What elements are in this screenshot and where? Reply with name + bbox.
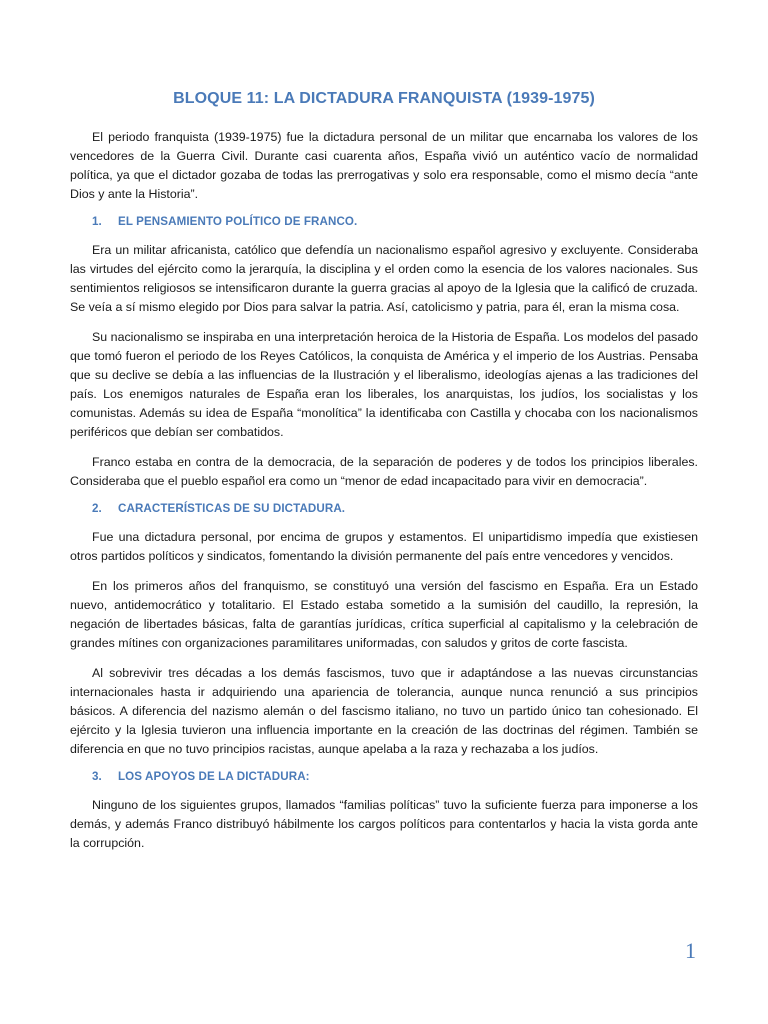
section-heading-1 xyxy=(70,215,698,228)
section-title: EL PENSAMIENTO POLÍTICO DE FRANCO. xyxy=(118,215,358,228)
document-page xyxy=(70,90,698,864)
section-title: CARACTERÍSTICAS DE SU DICTADURA. xyxy=(118,502,346,515)
paragraph: Era un militar africanista, católico que defendía un nacionalismo español agresivo y excluyente. Consideraba las virtudes del ejército como la jerarquía, la disciplina y el orden como la esencia de los valores nacionales. Sus sentimientos religiosos se intensificaron durante la guerra gracias al apoyo de la Iglesia que la calificó de cruzada. Se veía a sí mismo elegido por Dios para salvar la patria. Así, catolicismo y patria, para él, eran la misma cosa. xyxy=(70,243,698,314)
section-number: 1. xyxy=(92,215,102,228)
paragraph: Al sobrevivir tres décadas a los demás fascismos, tuvo que ir adaptándose a las nuevas circunstancias internacionales hasta ir adquiriendo una apariencia de tolerancia, aunque nunca renunció a sus principios básicos. A diferencia del nazismo alemán o del fascismo italiano, no tuvo un partido único tan cohesionado. El ejército y la Iglesia tuvieron una influencia importante en la creación de las doctrinas del régimen. También se diferencia en que no tuvo principios racistas, aunque apelaba a la raza y rechazaba a los judíos. xyxy=(70,666,698,756)
section-number: 2. xyxy=(92,502,102,515)
section-title: LOS APOYOS DE LA DICTADURA: xyxy=(118,770,310,783)
paragraph: Su nacionalismo se inspiraba en una interpretación heroica de la Historia de España. Los modelos del pasado que tomó fueron el periodo de los Reyes Católicos, la conquista de América y el imperio de los Austrias. Pensaba que su declive se debía a las influencias de la Ilustración y el liberalismo, ideologías ajenas a las tradiciones del país. Los enemigos naturales de España eran los liberales, los anarquistas, los judíos, los socialistas y los comunistas. Además su idea de España “monolítica” la identificaba con Castilla y chocaba con los nacionalismos periféricos que debían ser combatidos. xyxy=(70,330,698,439)
page-number: 1 xyxy=(685,938,696,963)
paragraph: Franco estaba en contra de la democracia, de la separación de poderes y de todos los principios liberales. Consideraba que el pueblo español era como un “menor de edad incapacitado para vivir en democracia”. xyxy=(70,455,698,488)
section-heading-2 xyxy=(70,502,698,515)
section-heading-3 xyxy=(70,770,698,783)
paragraph: Fue una dictadura personal, por encima de grupos y estamentos. El unipartidismo impedía que existiesen otros partidos políticos y sindicatos, fomentando la división permanente del país entre vencedores y vencidos. xyxy=(70,530,698,563)
document-title: BLOQUE 11: LA DICTADURA FRANQUISTA (1939-1975) xyxy=(173,90,595,107)
section-number: 3. xyxy=(92,770,102,783)
paragraph: En los primeros años del franquismo, se constituyó una versión del fascismo en España. Era un Estado nuevo, antidemocrático y totalitario. El Estado estaba sometido a la sumisión del caudillo, la represión, la negación de libertades básicas, falta de garantías jurídicas, crítica superficial al capitalismo y la celebración de grandes mítines con organizaciones paramilitares uniformadas, con saludos y gritos de corte fascista. xyxy=(70,579,698,650)
paragraph: Ninguno de los siguientes grupos, llamados “familias políticas” tuvo la suficiente fuerza para imponerse a los demás, y además Franco distribuyó hábilmente los cargos políticos para contentarlos y hacia la vista gorda ante la corrupción. xyxy=(70,798,698,850)
intro-paragraph: El periodo franquista (1939-1975) fue la dictadura personal de un militar que encarnaba los valores de los vencedores de la Guerra Civil. Durante casi cuarenta años, España vivió un auténtico vacío de normalidad política, ya que el dictador gozaba de todas las prerrogativas y solo era responsable, como el mismo decía “ante Dios y ante la Historia”. xyxy=(70,130,698,201)
